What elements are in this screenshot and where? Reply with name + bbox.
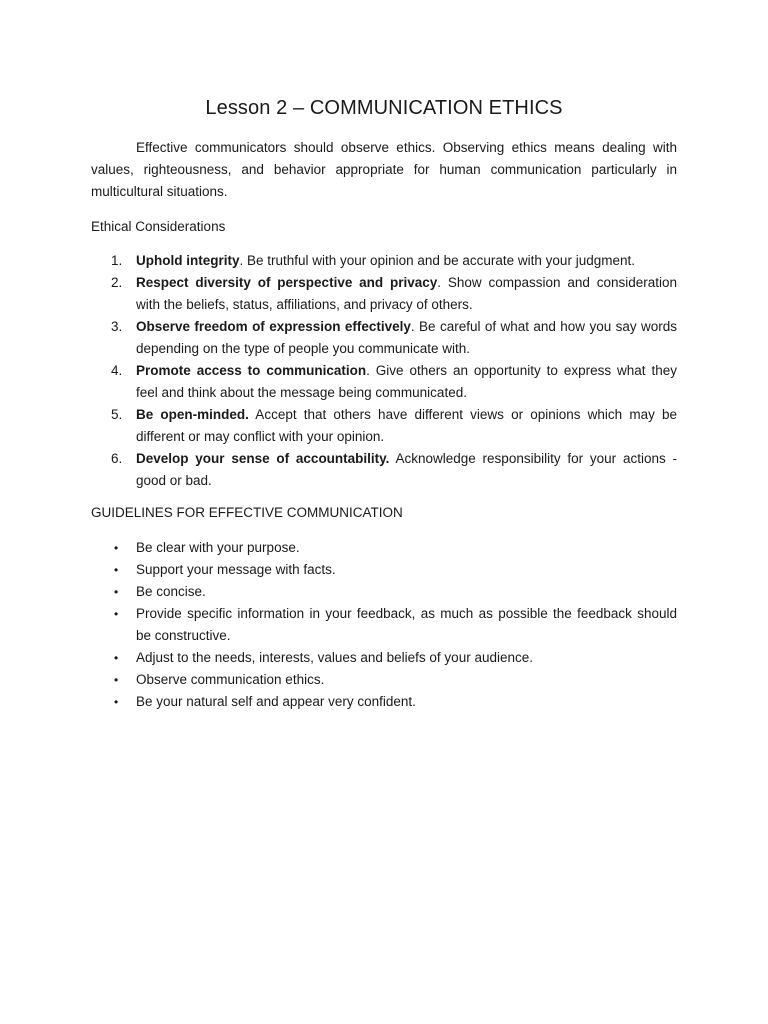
list-item (91, 669, 677, 691)
bullet-icon: • (114, 585, 119, 599)
guideline-text: Adjust to the needs, interests, values and beliefs of your audience. (136, 650, 533, 665)
list-number: 2. (111, 275, 123, 290)
list-number: 1. (111, 253, 123, 268)
item-bold-lead: Develop your sense of accountability. (136, 451, 390, 466)
list-item (91, 360, 677, 404)
bullet-icon: • (114, 563, 119, 577)
intro-paragraph: Effective communicators should observe ethics. Observing ethics means dealing with values, righteousness, and behavior appropriate for human communication particularly in multicultural situations. (91, 140, 677, 199)
list-item (91, 250, 677, 272)
item-bold-lead: Promote access to communication (136, 363, 367, 378)
list-item (91, 272, 677, 316)
item-bold-lead: Observe freedom of expression effectively (136, 319, 411, 334)
list-number: 6. (111, 451, 123, 466)
bullet-icon: • (114, 695, 119, 709)
item-bold-lead: Uphold integrity (136, 253, 240, 268)
guideline-text: Be clear with your purpose. (136, 540, 300, 555)
bullet-icon: • (114, 541, 119, 555)
list-item (91, 404, 677, 448)
item-bold-lead: Respect diversity of perspective and privacy (136, 275, 438, 290)
guideline-text: Provide specific information in your feedback, as much as possible the feedback should be constructive. (136, 606, 677, 643)
guidelines-list (91, 537, 677, 713)
page-title: Lesson 2 – COMMUNICATION ETHICS (205, 97, 563, 119)
guideline-text: Be your natural self and appear very confident. (136, 694, 416, 709)
item-text: . Show compassion and consideration with the beliefs, status, affiliations, and privacy of others. (136, 275, 677, 312)
item-text: . Give others an opportunity to express what they feel and think about the message being communicated. (136, 363, 677, 400)
item-text: Accept that others have different views or opinions which may be different or may conflict with your opinion. (136, 407, 677, 444)
list-number: 4. (111, 363, 123, 378)
guideline-text: Be concise. (136, 584, 206, 599)
list-item (91, 691, 677, 713)
bullet-icon: • (114, 673, 119, 687)
list-item (91, 316, 677, 360)
guideline-text: Observe communication ethics. (136, 672, 325, 687)
bullet-icon: • (114, 607, 119, 621)
list-item (91, 647, 677, 669)
list-number: 5. (111, 407, 123, 422)
list-item (91, 603, 677, 647)
guideline-text: Support your message with facts. (136, 562, 336, 577)
list-item (91, 448, 677, 492)
ethics-heading: Ethical Considerations (91, 219, 226, 234)
item-bold-lead: Be open-minded. (136, 407, 249, 422)
guidelines-heading: GUIDELINES FOR EFFECTIVE COMMUNICATION (91, 505, 403, 520)
list-item (91, 559, 677, 581)
list-item (91, 537, 677, 559)
bullet-icon: • (114, 651, 119, 665)
item-text: Acknowledge responsibility for your actions - good or bad. (136, 451, 677, 488)
considerations-list (91, 250, 677, 492)
list-item (91, 581, 677, 603)
list-number: 3. (111, 319, 123, 334)
item-text: . Be careful of what and how you say words depending on the type of people you communicate with. (136, 319, 677, 356)
item-text: . Be truthful with your opinion and be accurate with your judgment. (239, 253, 635, 268)
